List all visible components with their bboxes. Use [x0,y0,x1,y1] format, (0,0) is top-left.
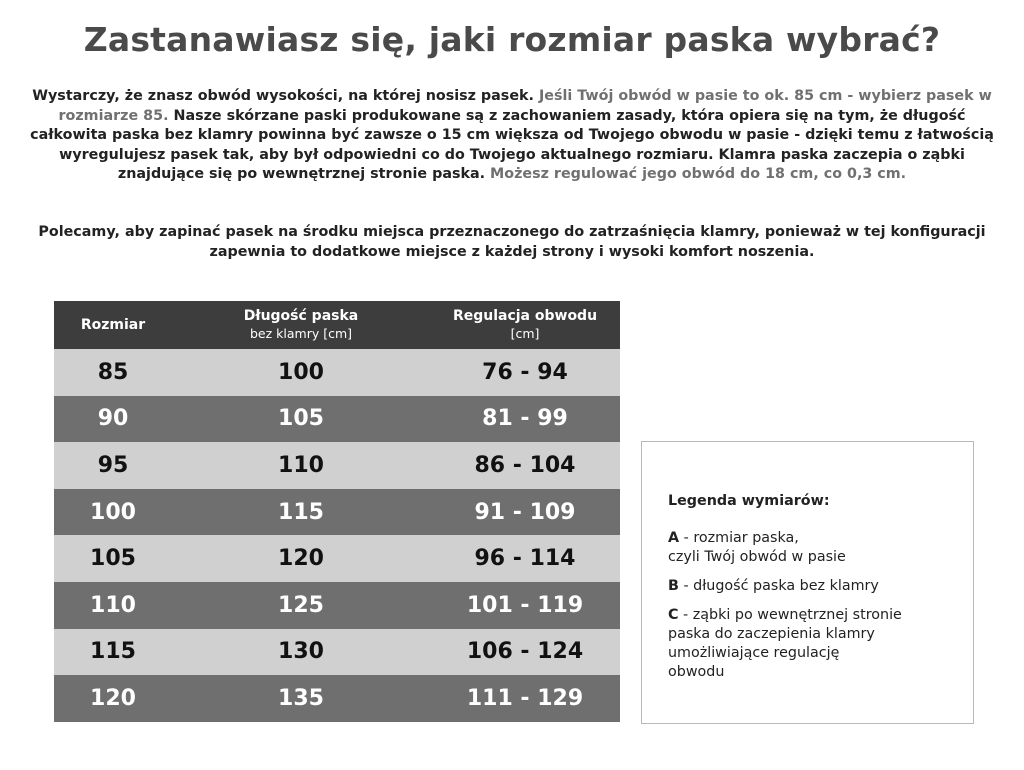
legend-letter: A [668,530,680,546]
cell-size: 85 [54,349,172,396]
table-row [54,396,620,443]
intro-highlight-size: Jeśli Twój obwód w pasie to ok. 85 cm - wybierz pasek w rozmiarze 85. [58,88,992,124]
table-row [54,629,620,676]
legend-letter: B [668,578,679,594]
cell-adjustment: 101 - 119 [430,582,620,629]
legend-text: - długość paska bez klamry [678,578,879,594]
table-row [54,442,620,489]
intro-text-2: Nasze skórzane paski produkowane są z zachowaniem zasady, która opiera się na tym, że długość całkowita paska bez klamry powinna być zawsze o 15 cm większa od Twojego obwodu w pasie - dzięki temu z łatwością wyregulujesz pasek tak, aby był odpowiedni co do Twojego aktualnego rozmiaru. Klamra paska zaczepia o ząbki znajdujące się po wewnętrznej stronie paska. [30,107,994,183]
cell-adjustment: 91 - 109 [430,489,620,536]
table-row [54,349,620,396]
cell-size: 120 [54,675,172,722]
legend-item-b [668,577,961,596]
cell-size: 115 [54,629,172,676]
header-adjustment [430,301,620,349]
cell-adjustment: 81 - 99 [430,396,620,443]
table-row [54,675,620,722]
legend-box [641,441,974,724]
table-header-row [54,301,620,349]
header-length-label: Długość paska [243,308,359,324]
cell-size: 90 [54,396,172,443]
legend-text: - ząbki po wewnętrznej stronie paska do zaczepienia klamry umożliwiające regulację obwodu [668,607,902,680]
intro-text-1: Wystarczy, że znasz obwód wysokości, na której nosisz pasek. [32,88,539,104]
header-length [172,301,430,349]
recommendation-paragraph: Polecamy, aby zapinać pasek na środku miejsca przeznaczonego do zatrzaśnięcia klamry, ponieważ w tej konfiguracji zapewnia to dodatkowe miejsce z każdej strony i wysoki komfort noszenia. [38,224,986,260]
table-row [54,489,620,536]
cell-length: 100 [172,349,430,396]
size-table [54,301,620,722]
cell-length: 125 [172,582,430,629]
intro-highlight-adjust: Możesz regulować jego obwód do 18 cm, co 0,3 cm. [490,166,907,183]
cell-adjustment: 96 - 114 [430,535,620,582]
cell-adjustment: 86 - 104 [430,442,620,489]
legend-item-a [668,529,961,567]
header-adjustment-sub: [cm] [510,326,540,341]
cell-length: 135 [172,675,430,722]
cell-length: 120 [172,535,430,582]
header-adjustment-label: Regulacja obwodu [452,308,598,324]
table-row [54,535,620,582]
page-title: Zastanawiasz się, jaki rozmiar paska wybrać? [83,20,941,59]
cell-length: 115 [172,489,430,536]
cell-adjustment: 76 - 94 [430,349,620,396]
cell-adjustment: 106 - 124 [430,629,620,676]
cell-length: 105 [172,396,430,443]
cell-length: 110 [172,442,430,489]
cell-adjustment: 111 - 129 [430,675,620,722]
header-size [54,301,172,349]
cell-size: 95 [54,442,172,489]
table-row [54,582,620,629]
intro-paragraph [30,87,994,185]
cell-size: 105 [54,535,172,582]
legend-item-c [668,606,961,682]
legend-title: Legenda wymiarów: [668,493,830,509]
cell-length: 130 [172,629,430,676]
cell-size: 100 [54,489,172,536]
legend-text: - rozmiar paska, czyli Twój obwód w pasie [668,530,846,565]
header-length-sub: bez klamry [cm] [249,326,353,341]
cell-size: 110 [54,582,172,629]
header-size-label: Rozmiar [80,316,146,333]
legend-letter: C [668,607,679,623]
